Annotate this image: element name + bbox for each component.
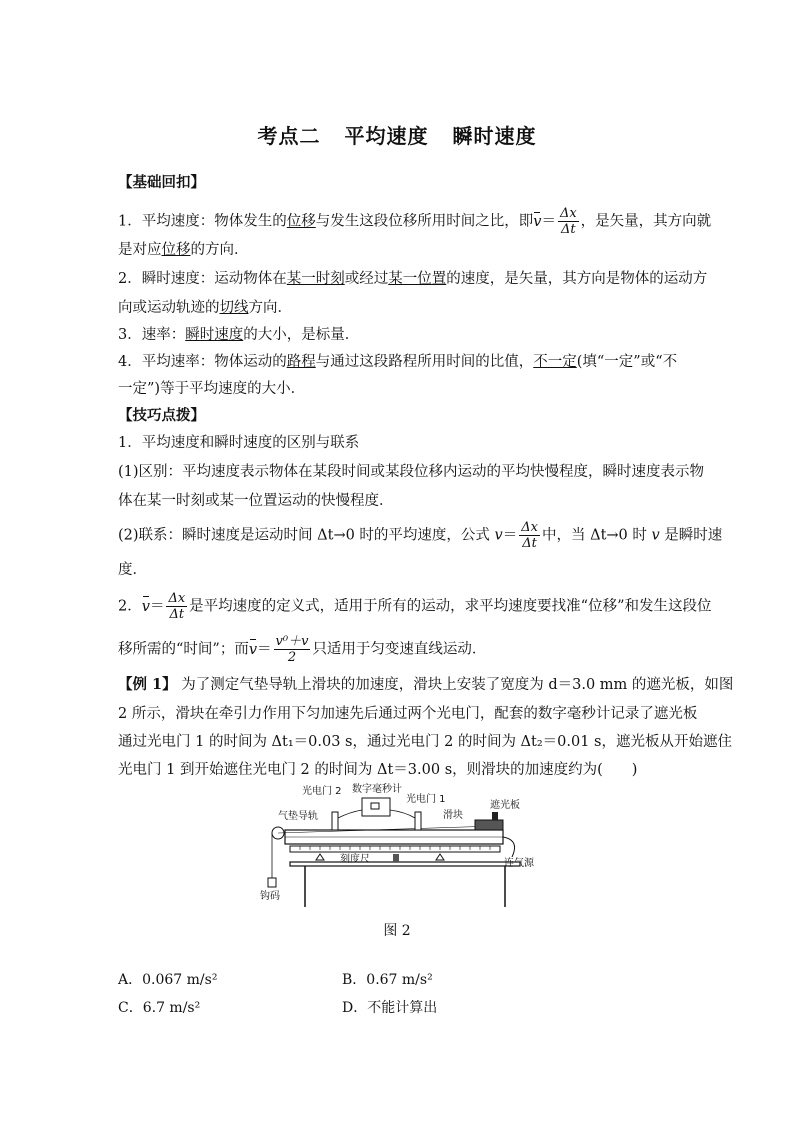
paragraph-3: 3．速率：瞬时速度的大小，是标量． bbox=[118, 327, 360, 343]
skill-1-b: (2)联系：瞬时速度是运动时间 Δt→0 时的平均速度，公式 v＝ $\frac{\Delta x}{\Delta t}$ 中，当 Δt→0 时 v 是瞬时速 bbox=[118, 520, 723, 551]
support bbox=[393, 854, 399, 862]
skill-1-a: (1)区别：平均速度表示物体在某段时间或某段位移内运动的平均快慢程度，瞬时速度表示物 bbox=[118, 464, 705, 480]
option-b: B．0.67 m/s² bbox=[342, 972, 433, 988]
label-gate1: 光电门 1 bbox=[406, 794, 446, 805]
title-part: 考点二 bbox=[257, 124, 321, 148]
photogate-1 bbox=[415, 812, 421, 830]
paragraph-1-cont: 是对应位移的方向． bbox=[118, 242, 249, 258]
photogate-2 bbox=[332, 812, 338, 830]
skill-1: 1．平均速度和瞬时速度的区别与联系 bbox=[118, 435, 360, 451]
skill-1-a-cont: 体在某一时刻或某一位置运动的快慢程度． bbox=[118, 493, 394, 509]
figure-caption: 图 2 bbox=[383, 923, 411, 939]
weight bbox=[268, 878, 276, 887]
example-line-4: 光电门 1 到开始遮住光电门 2 的时间为 Δt＝3.00 s，则滑块的加速度约为( ) bbox=[118, 762, 638, 778]
fraction: $\frac{\Delta x}{\Delta t}$ bbox=[559, 206, 577, 237]
label-ruler: 刻度尺 bbox=[340, 854, 370, 865]
paragraph-4: 4．平均速率：物体运动的路程与通过这段路程所用时间的比值，不一定(填“一定”或“不 bbox=[118, 354, 678, 370]
fraction: $\frac{\text{v⁰＋v}}{2}$ bbox=[275, 634, 309, 665]
label-timer: 数字毫秒计 bbox=[352, 784, 402, 795]
table-top bbox=[290, 862, 520, 866]
option-a: A．0.067 m/s² bbox=[118, 972, 218, 988]
section-heading-basics: 【基础回扣】 bbox=[118, 174, 205, 191]
skill-2-cont: 移所需的“时间”；而v＝ $\frac{\text{v⁰＋v}}{2}$ 只适用于匀变速直线运动． bbox=[118, 634, 487, 665]
fraction: $\frac{\Delta x}{\Delta t}$ bbox=[521, 520, 538, 551]
label-weight: 钩码 bbox=[260, 891, 280, 902]
title-part: 瞬时速度 bbox=[452, 124, 537, 148]
paragraph-2: 2．瞬时速度：运动物体在某一时刻或经过某一位置的速度，是矢量，其方向是物体的运动方 bbox=[118, 271, 708, 287]
title-part: 平均速度 bbox=[344, 124, 429, 148]
paragraph-2-cont: 向或运动轨迹的切线方向． bbox=[118, 300, 292, 316]
label-air: 连气源 bbox=[504, 858, 534, 869]
air-track-figure bbox=[250, 782, 550, 910]
example-label: 【例 1】 bbox=[118, 676, 177, 693]
ruler bbox=[290, 846, 500, 852]
shade-plate bbox=[492, 812, 498, 820]
label-gate2: 光电门 2 bbox=[302, 786, 342, 797]
paragraph-4-cont: 一定”)等于平均速度的大小． bbox=[118, 381, 306, 397]
air-hose bbox=[503, 837, 515, 857]
label-shade: 遮光板 bbox=[490, 800, 520, 811]
section-heading-skills: 【技巧点拨】 bbox=[118, 407, 205, 424]
example-line-3: 通过光电门 1 的时间为 Δt₁＝0.03 s，通过光电门 2 的时间为 Δt₂＝0.01 s，遮光板从开始遮住 bbox=[118, 734, 732, 750]
label-slider: 滑块 bbox=[443, 810, 463, 821]
option-d: D．不能计算出 bbox=[342, 1000, 438, 1016]
fraction: $\frac{\Delta x}{\Delta t}$ bbox=[168, 591, 186, 622]
paragraph-1: 1．平均速度：物体发生的位移与发生这段位移所用时间之比，即v＝ $\frac{\Delta x}{\Delta t}$ ，是矢量，其方向就 bbox=[118, 206, 712, 237]
label-rail: 气垫导轨 bbox=[278, 811, 318, 822]
option-c: C．6.7 m/s² bbox=[118, 1000, 201, 1016]
slider-block bbox=[475, 820, 503, 830]
example-line-1: 【例 1】 为了测定气垫导轨上滑块的加速度，滑块上安装了宽度为 d＝3.0 mm 的遮光板，如图 bbox=[118, 676, 734, 693]
example-line-2: 2 所示，滑块在牵引力作用下匀加速先后通过两个光电门，配套的数字毫秒计记录了遮光板 bbox=[118, 706, 698, 722]
foot bbox=[316, 854, 324, 860]
page-title bbox=[0, 120, 794, 149]
skill-2: 2．v＝ $\frac{\Delta x}{\Delta t}$ 是平均速度的定义式，适用于所有的运动，求平均速度要找准“位移”和发生这段位 bbox=[118, 591, 712, 622]
foot bbox=[436, 854, 444, 860]
skill-1-b-cont: 度． bbox=[118, 562, 147, 578]
